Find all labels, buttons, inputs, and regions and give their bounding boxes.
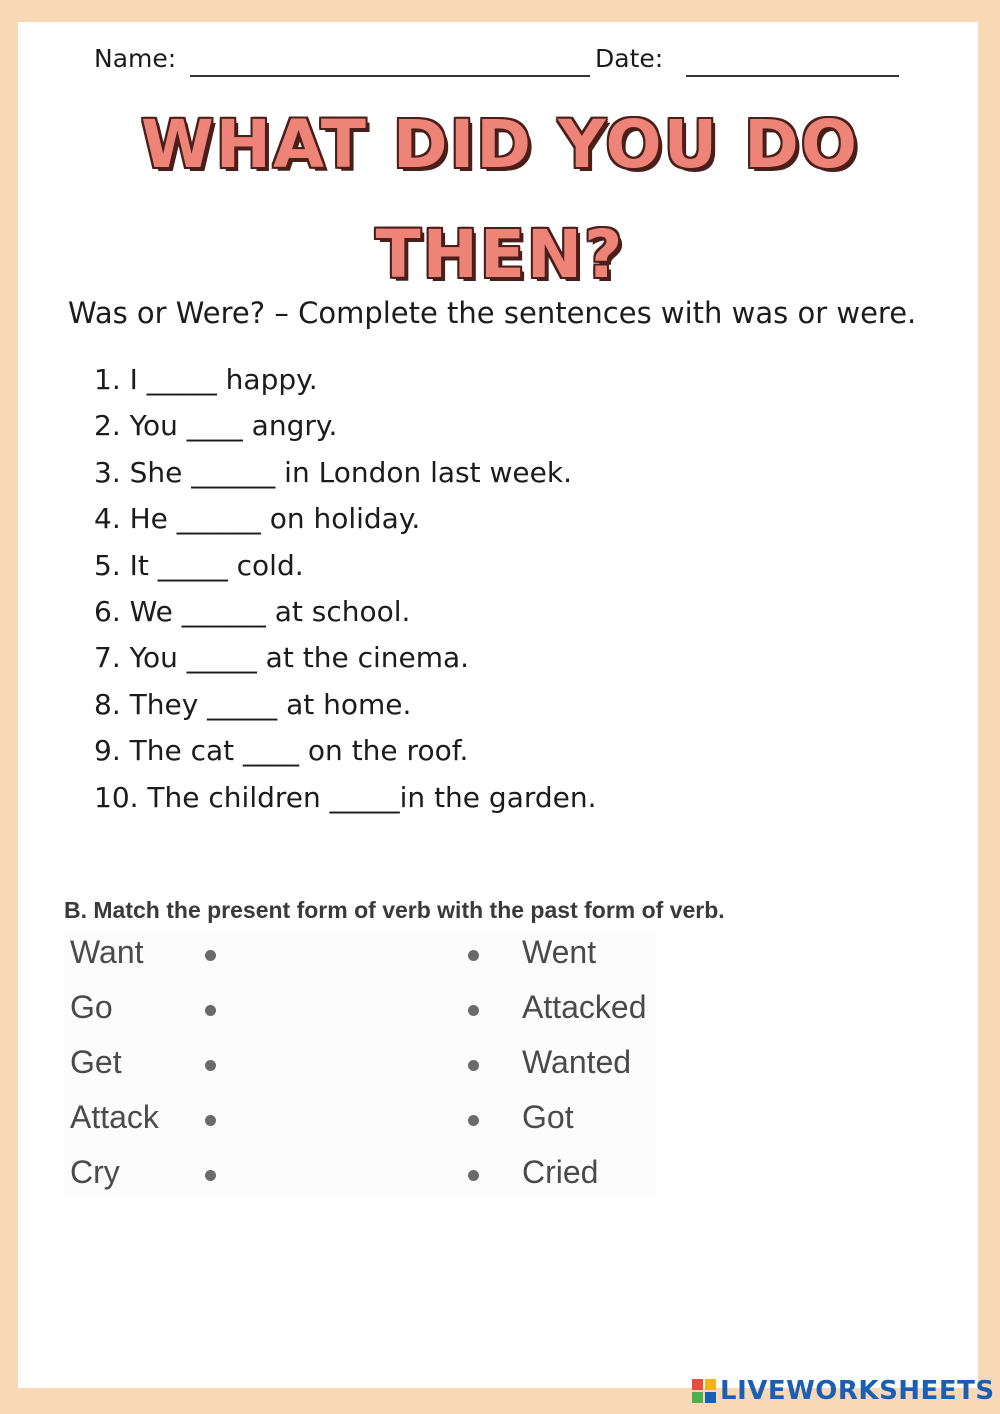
section-b-instruction: B. Match the present form of verb with the past form of verb. [64,897,725,923]
name-field[interactable] [190,75,590,77]
sentence-item[interactable]: 2. You ____ angry. [94,409,338,443]
match-row [64,1095,656,1150]
present-verb: Attack [70,1099,159,1135]
brand-name: LIVEWORKSHEETS [720,1376,995,1406]
present-verb: Want [70,934,144,970]
match-row [64,985,656,1040]
match-panel [64,930,656,1198]
name-label: Name: [94,44,177,73]
match-dot-left[interactable] [205,950,216,961]
match-row [64,1040,656,1095]
match-dot-right[interactable] [468,1170,479,1181]
present-verb: Get [70,1044,122,1080]
present-verb: Cry [70,1154,120,1190]
past-verb: Cried [522,1154,599,1190]
match-dot-right[interactable] [468,1115,479,1126]
past-verb: Got [522,1099,574,1135]
past-verb: Wanted [522,1044,632,1080]
section-a-instruction: Was or Were? – Complete the sentences with was or were. [68,296,917,330]
match-dot-right[interactable] [468,1060,479,1071]
past-verb: Went [522,934,597,970]
match-row [64,930,656,985]
sentence-item[interactable]: 6. We ______ at school. [94,594,411,628]
past-verb: Attacked [522,989,647,1025]
match-dot-right[interactable] [468,950,479,961]
present-verb: Go [70,989,113,1025]
match-dot-left[interactable] [205,1115,216,1126]
sentence-item[interactable]: 5. It _____ cold. [94,548,304,582]
sentence-item[interactable]: 1. I _____ happy. [94,363,318,396]
sentence-list [94,360,597,824]
sentence-item[interactable]: 3. She ______ in London last week. [94,455,572,489]
date-label: Date: [595,44,664,73]
match-row [64,1150,656,1205]
sentence-item[interactable]: 7. You _____ at the cinema. [94,641,470,675]
match-dot-left[interactable] [205,1170,216,1181]
match-dot-right[interactable] [468,1005,479,1016]
match-dot-left[interactable] [205,1060,216,1071]
worksheet-title-line1: WHAT DID YOU DO [140,106,860,183]
date-field[interactable] [686,75,899,77]
liveworksheets-logo-icon [692,1379,716,1403]
sentence-item[interactable]: 10. The children _____in the garden. [94,780,597,814]
liveworksheets-brand [692,1374,995,1408]
sentence-item[interactable]: 4. He ______ on holiday. [94,502,421,536]
sentence-item[interactable]: 9. The cat ____ on the roof. [94,734,469,768]
match-dot-left[interactable] [205,1005,216,1016]
sentence-item[interactable]: 8. They _____ at home. [94,687,412,721]
worksheet-title-line2: THEN? [375,216,625,293]
